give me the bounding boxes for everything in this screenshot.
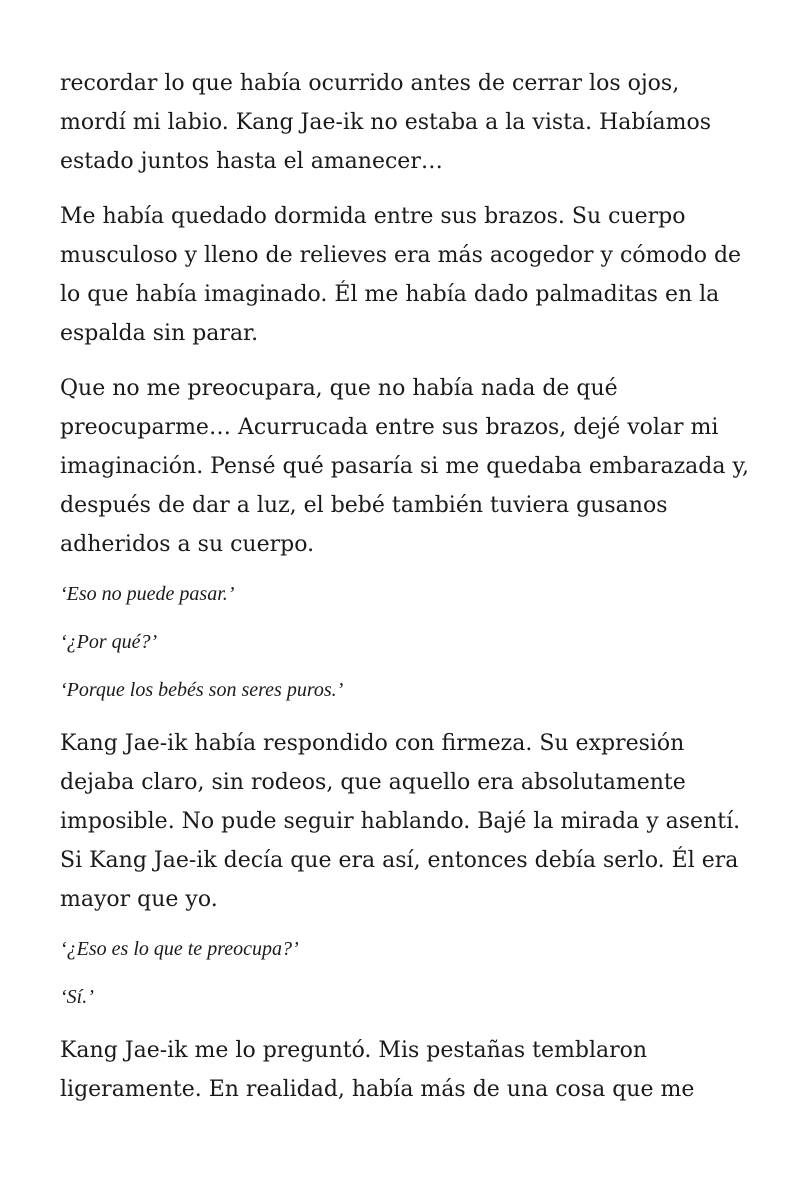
dialogue-quote: ‘Eso no puede pasar.’ bbox=[60, 583, 235, 605]
paragraph-text: recordar lo que había ocurrido antes de cerrar los ojos, mordí mi labio. Kang Jae-ik no estaba a la vista. Habíamos estado juntos hasta el amanecer… bbox=[60, 71, 712, 174]
paragraph-text: Kang Jae-ik me lo preguntó. Mis pestañas temblaron ligeramente. En realidad, había más de una cosa que me bbox=[60, 1038, 695, 1102]
dialogue-quote: ‘¿Eso es lo que te preocupa?’ bbox=[60, 938, 299, 960]
paragraph-text: Me había quedado dormida entre sus brazos. Su cuerpo musculoso y lleno de relieves era más acogedor y cómodo de lo que había imaginado. Él me había dado palmaditas en la espalda sin parar. bbox=[60, 204, 742, 346]
paragraph-text: Que no me preocupara, que no había nada de qué preocuparme… Acurrucada entre sus brazos, dejé volar mi imaginación. Pensé qué pasaría si me quedaba embarazada y, después de dar a luz, el bebé también tuviera gusanos adheridos a su cuerpo. bbox=[60, 376, 749, 557]
paragraph-text: Kang Jae-ik había respondido con firmeza. Su expresión dejaba claro, sin rodeos, que aquello era absolutamente imposible. No pude seguir hablando. Bajé la mirada y asentí. Si Kang Jae-ik decía que era así, entonces debía serlo. Él era mayor que yo. bbox=[60, 731, 741, 912]
dialogue-quote: ‘¿Por qué?’ bbox=[60, 631, 158, 653]
dialogue-quote: ‘Porque los bebés son seres puros.’ bbox=[60, 679, 344, 701]
dialogue-quote: ‘Sí.’ bbox=[60, 986, 94, 1008]
reading-page bbox=[60, 64, 750, 1125]
